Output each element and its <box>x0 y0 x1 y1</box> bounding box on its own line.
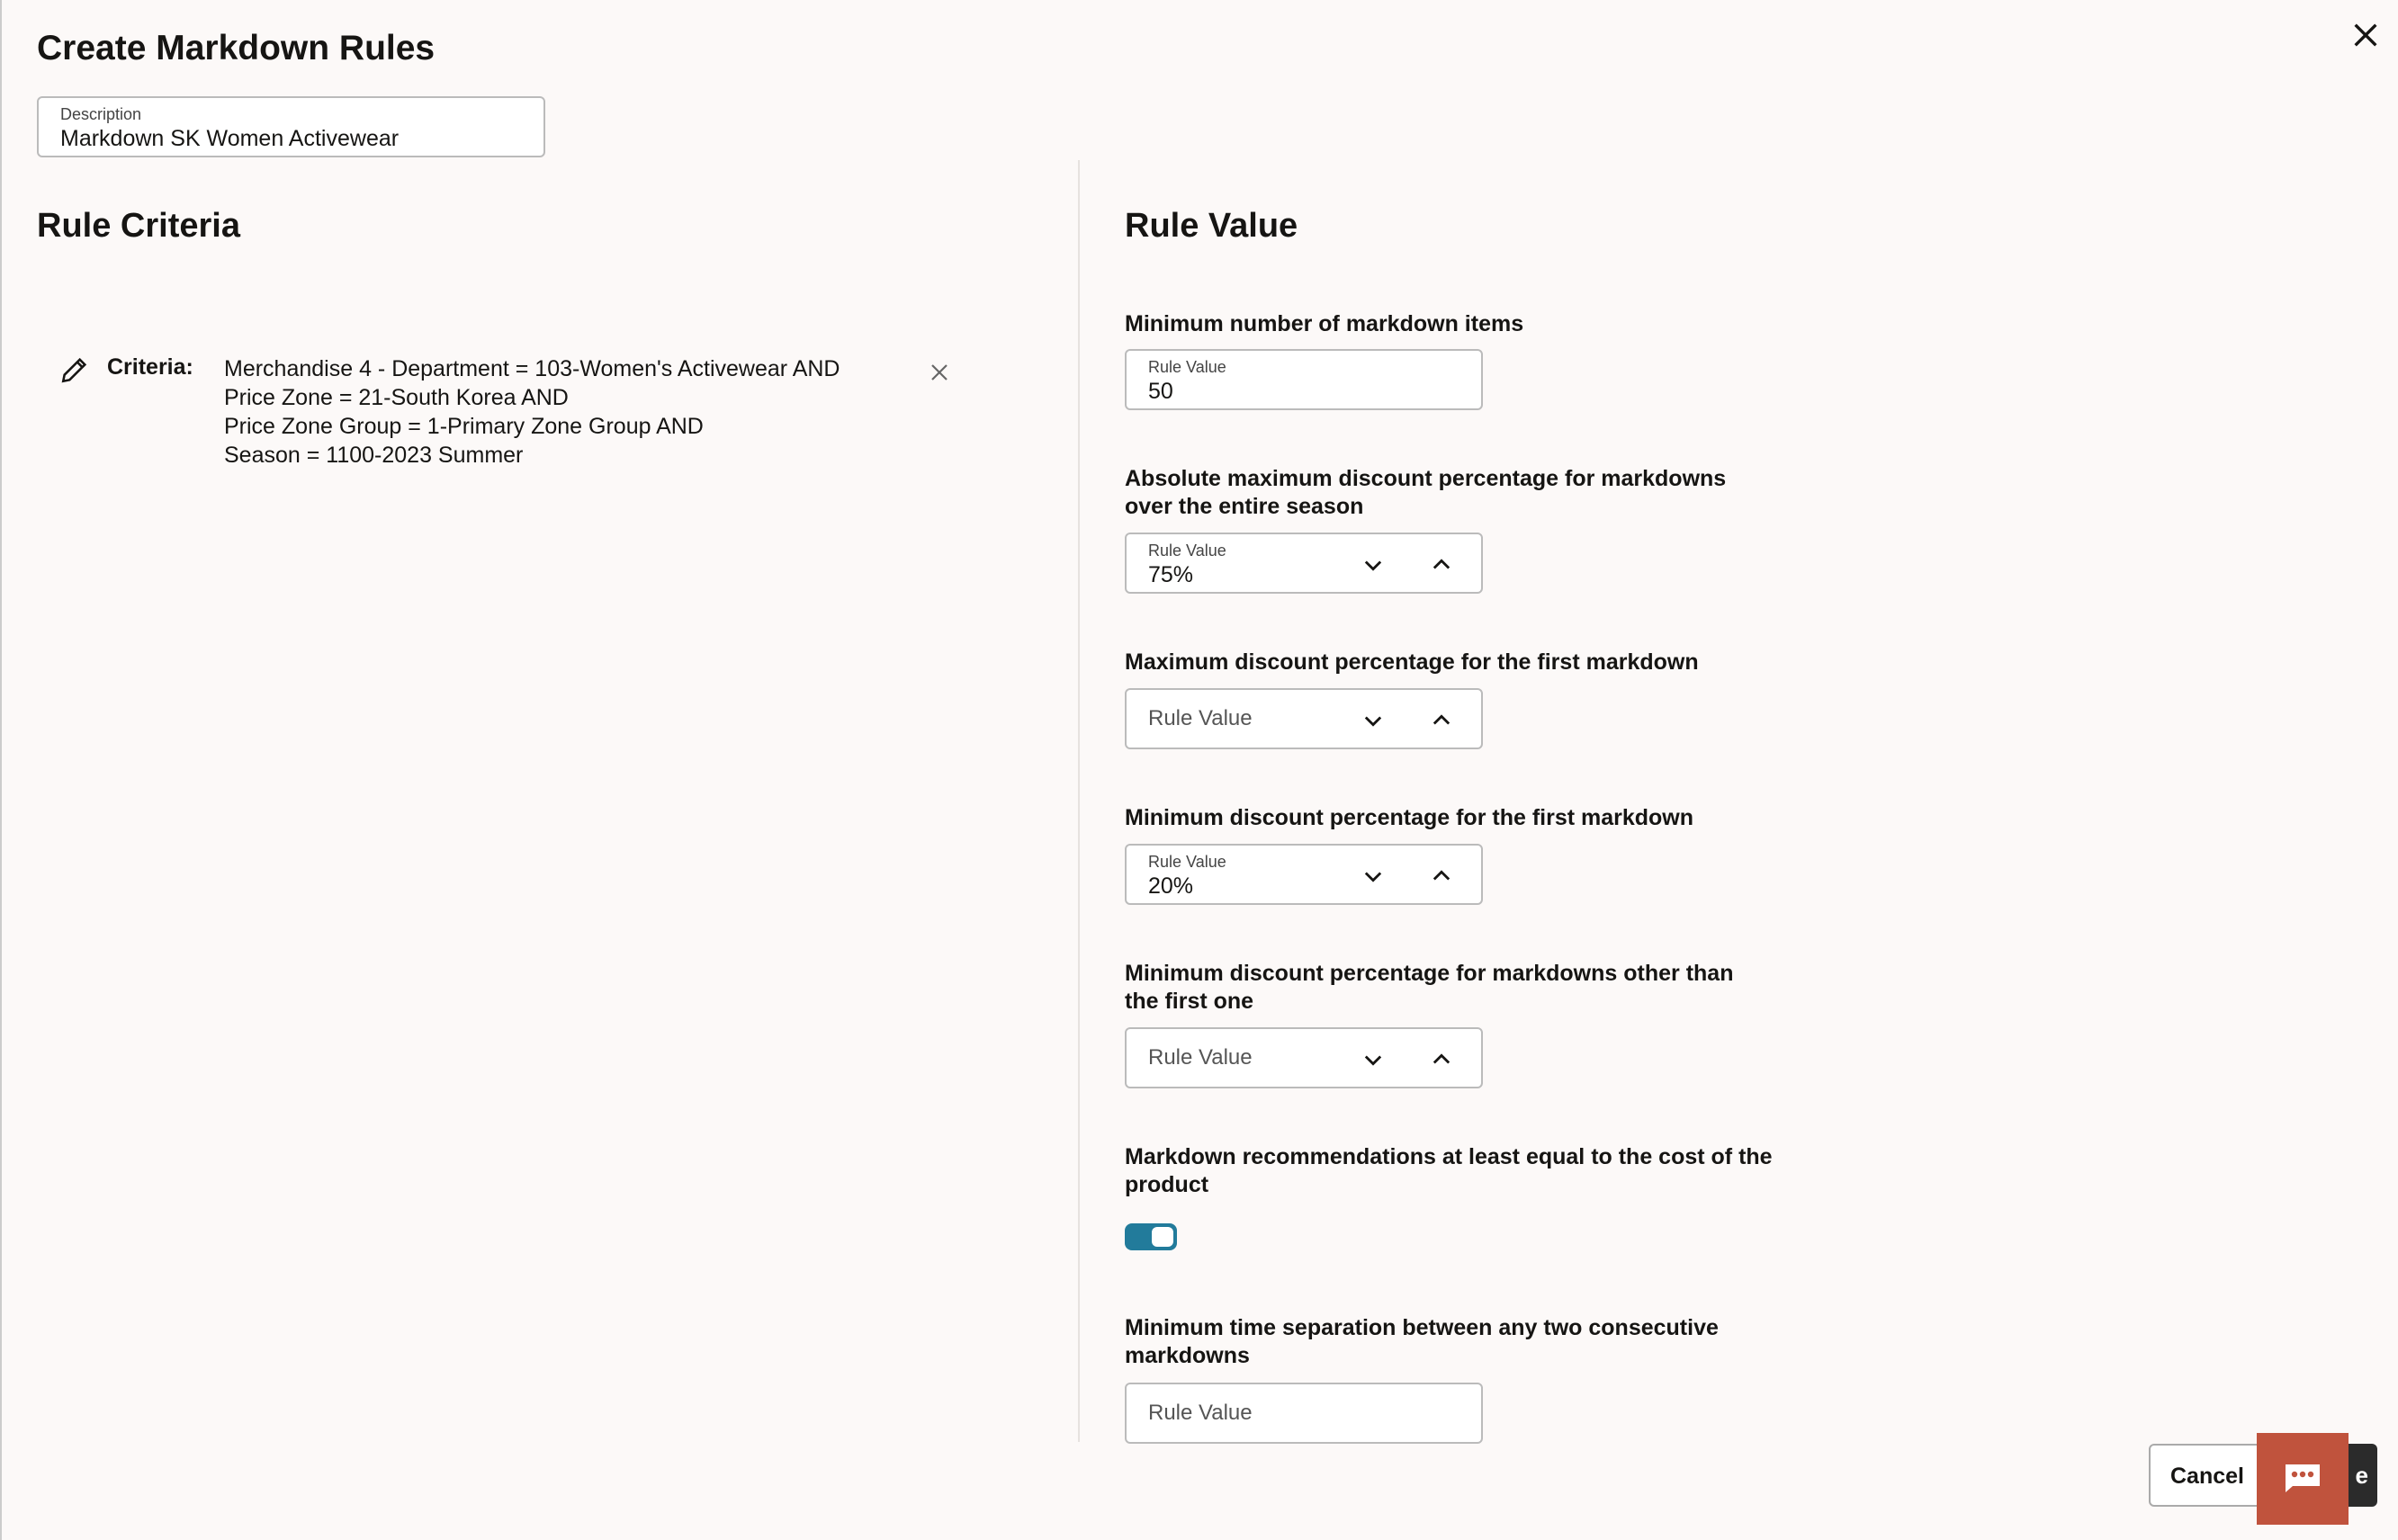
chat-button[interactable] <box>2257 1433 2349 1525</box>
rule-label-max-first-discount: Maximum discount percentage for the first markdown <box>1125 649 1699 675</box>
toggle-knob <box>1152 1227 1173 1247</box>
criteria-line: Price Zone Group = 1-Primary Zone Group AND <box>224 414 704 439</box>
chevron-down-icon[interactable] <box>1361 864 1386 889</box>
criteria-line: Price Zone = 21-South Korea AND <box>224 385 569 410</box>
criteria-text <box>224 354 840 470</box>
description-label: Description <box>60 105 142 123</box>
min-other-discount-stepper[interactable] <box>1125 1027 1483 1088</box>
chevron-down-icon[interactable] <box>1361 708 1386 733</box>
chat-bubble-icon <box>2284 1463 2322 1493</box>
rule-label-min-first-discount: Minimum discount percentage for the first markdown <box>1125 805 1694 830</box>
chevron-up-icon[interactable] <box>1429 552 1454 578</box>
field-value: 50 <box>1148 379 1173 404</box>
chevron-up-icon[interactable] <box>1429 708 1454 733</box>
field-value: 20% <box>1148 873 1194 899</box>
save-button[interactable]: e <box>2251 1444 2377 1507</box>
field-placeholder: Rule Value <box>1148 706 1253 730</box>
field-placeholder: Rule Value <box>1148 1401 1253 1425</box>
close-icon[interactable] <box>2350 20 2381 50</box>
field-label: Rule Value <box>1148 542 1226 560</box>
pencil-icon[interactable] <box>59 354 90 385</box>
max-first-discount-stepper[interactable] <box>1125 688 1483 749</box>
chevron-up-icon[interactable] <box>1429 1047 1454 1072</box>
cost-floor-toggle[interactable] <box>1125 1223 1177 1250</box>
description-value: Markdown SK Women Activewear <box>60 126 400 151</box>
description-field[interactable] <box>37 96 545 157</box>
field-value: 75% <box>1148 562 1194 587</box>
column-divider <box>1078 160 1080 1442</box>
rule-label-min-separation: Minimum time separation between any two consecutive markdowns <box>1125 1315 1719 1368</box>
page-title: Create Markdown Rules <box>37 29 436 67</box>
rule-label-cost-floor: Markdown recommendations at least equal to the cost of the product <box>1125 1144 1773 1197</box>
min-first-discount-stepper[interactable] <box>1125 844 1483 905</box>
rule-value-heading: Rule Value <box>1125 207 1298 245</box>
chevron-up-icon[interactable] <box>1429 864 1454 889</box>
criteria-line: Merchandise 4 - Department = 103-Women's Activewear AND <box>224 356 840 381</box>
chevron-down-icon[interactable] <box>1361 1047 1386 1072</box>
field-placeholder: Rule Value <box>1148 1045 1253 1070</box>
rule-label-min-items: Minimum number of markdown items <box>1125 311 1524 336</box>
rule-label-abs-max-discount: Absolute maximum discount percentage for markdowns over the entire season <box>1125 466 1727 519</box>
abs-max-discount-stepper[interactable] <box>1125 533 1483 594</box>
min-separation-input[interactable] <box>1125 1383 1483 1444</box>
remove-criteria-icon[interactable] <box>929 362 950 383</box>
criteria-label: Criteria: <box>107 354 193 380</box>
chevron-down-icon[interactable] <box>1361 552 1386 578</box>
field-label: Rule Value <box>1148 853 1226 871</box>
criteria-line: Season = 1100-2023 Summer <box>224 443 524 468</box>
rule-criteria-heading: Rule Criteria <box>37 207 240 245</box>
field-label: Rule Value <box>1148 358 1226 376</box>
cancel-button[interactable]: Cancel <box>2149 1444 2284 1507</box>
min-items-input[interactable] <box>1125 349 1483 410</box>
rule-label-min-other-discount: Minimum discount percentage for markdowns other than the first one <box>1125 961 1734 1014</box>
